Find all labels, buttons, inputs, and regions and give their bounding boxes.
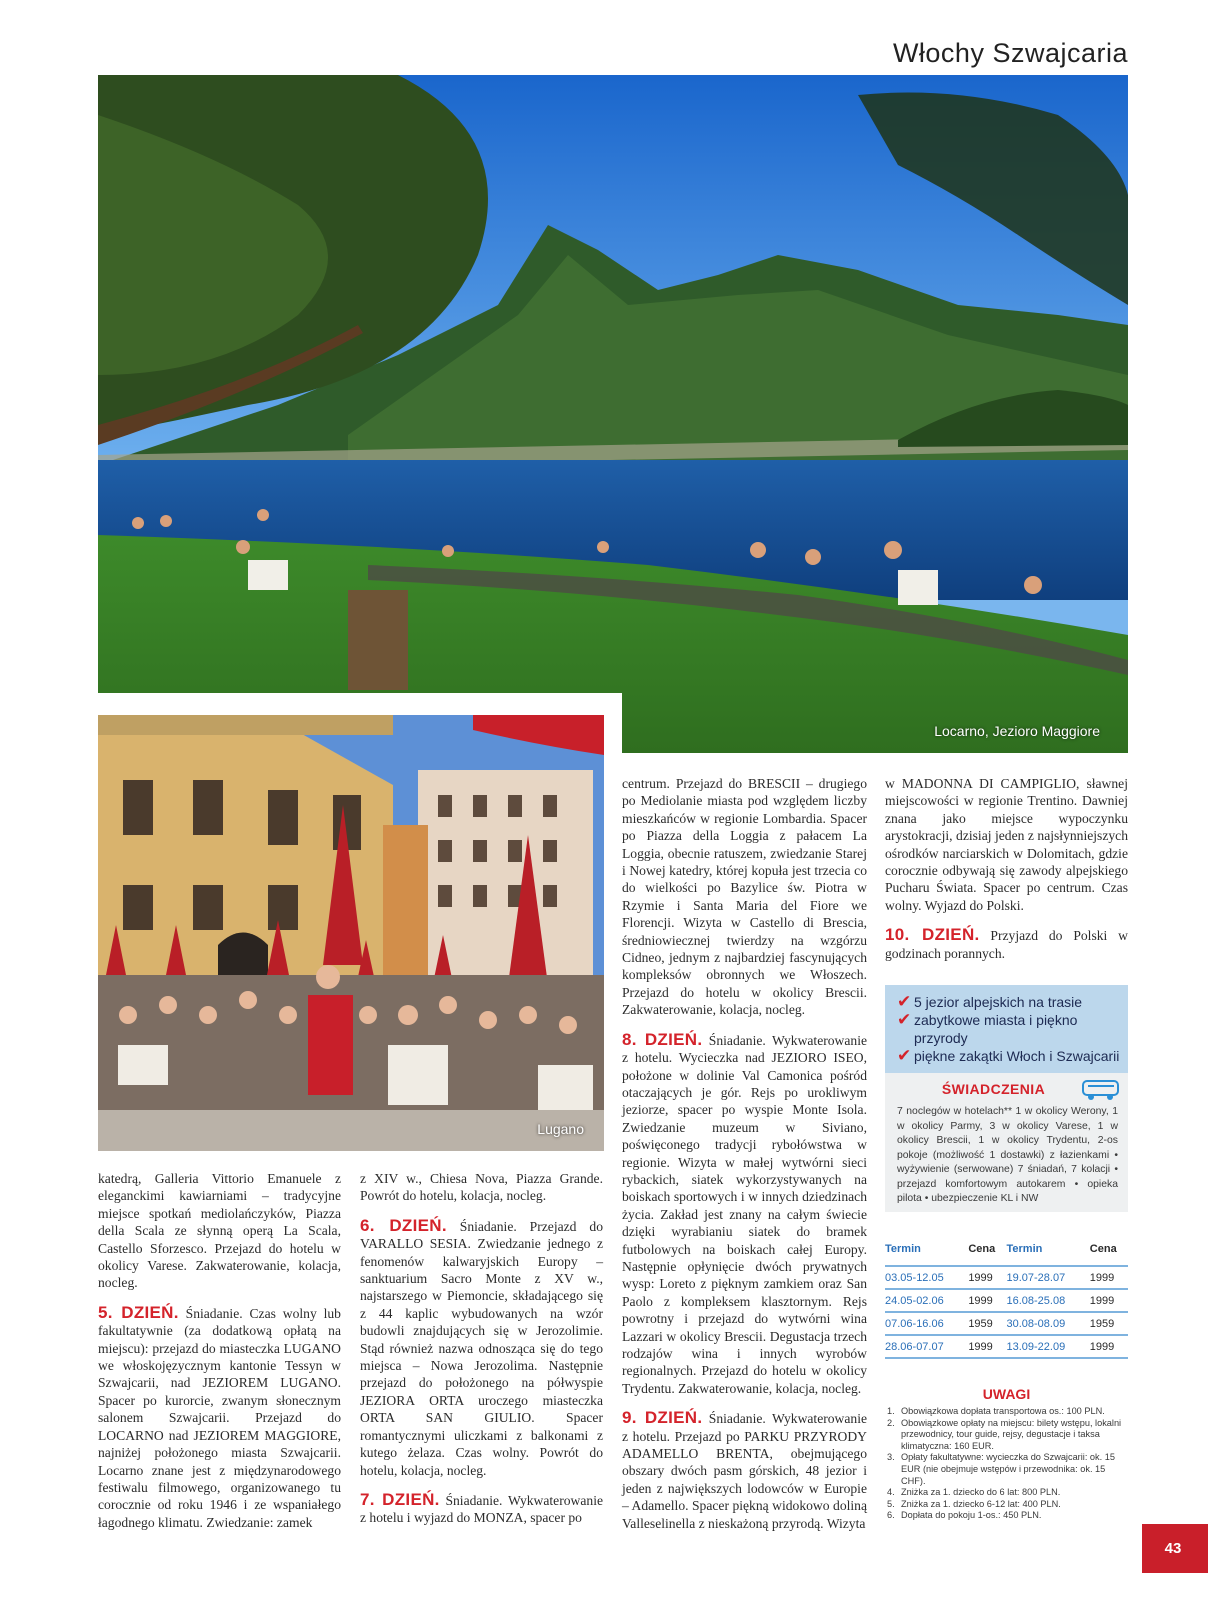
- price-cell: 1959: [1090, 1312, 1128, 1335]
- day9-continuation: w MADONNA DI CAMPIGLIO, sławnej miejscowości w regionie Trentino. Dawniej znana jako miejsce wypoczynku arystokracji, dzisiaj jeden z najsłynniejszych ośrodków narciarskich w Dolomitach, gdzie corocznie odbywają się zawody alpejskiego Pucharu Świata. Spacer po centrum. Czas wolny. Wyjazd do Polski.: [885, 776, 1128, 913]
- hero-photo-locarno: [98, 75, 1128, 753]
- included-services-box: [885, 1073, 1128, 1212]
- day5-label: 5. DZIEŃ.: [98, 1302, 179, 1322]
- price-cell: 1959: [968, 1312, 1006, 1335]
- price-cell: 1999: [968, 1289, 1006, 1312]
- day5-continuation: z XIV w., Chiesa Nova, Piazza Grande. Powrót do hotelu, kolacja, nocleg.: [360, 1171, 603, 1204]
- included-services-text: 7 noclegów w hotelach** 1 w okolicy Werony, 1 w okolicy Parmy, 3 w okolicy Varese, 1 w okolicy Brescii, 1 w okolicy Trydentu, 2-os pokoje (możliwość 1 dostawki) z łazienkami • wyżywienie (serwowane) 7 śniadań, 7 kolacji • przejazd komfortowym autokarem • opieka pilota • ubezpieczenie KL i NW: [897, 1106, 1118, 1204]
- notes-title: UWAGI: [982, 1386, 1031, 1402]
- highlight-item: [897, 1011, 1120, 1047]
- term-cell: 07.06-16.06: [885, 1312, 968, 1335]
- price-table: [885, 1243, 1128, 1359]
- table-row: [885, 1266, 1128, 1289]
- term-cell: 28.06-07.07: [885, 1335, 968, 1358]
- bus-icon: [1082, 1079, 1120, 1101]
- checkmark-icon: ✔: [897, 1046, 912, 1065]
- note-text: Zniżka za 1. dziecko 6-12 lat: 400 PLN.: [901, 1498, 1061, 1509]
- note-text: Obowiązkowe opłaty na miejscu: bilety wstępu, lokalni przewodnicy, tour guide, rejsy, degustacje i taksa klimatyczna: 160 EUR.: [901, 1417, 1122, 1451]
- price-cell: 1999: [968, 1335, 1006, 1358]
- note-item: 2. Obowiązkowe opłaty na miejscu: bilety wstępu, lokalni przewodnicy, tour guide, rejsy, degustacje i taksa klimatyczna: 160 EUR.: [887, 1418, 1128, 1453]
- day10-label: 10. DZIEŃ.: [885, 925, 980, 945]
- term-cell: 03.05-12.05: [885, 1266, 968, 1289]
- page-header-title: Włochy Szwajcaria: [892, 38, 1128, 68]
- page-number: 43: [1142, 1524, 1208, 1573]
- hero-photo-illustration: [98, 75, 1128, 753]
- price-cell: 1999: [1090, 1266, 1128, 1289]
- day9-text: Śniadanie. Wykwaterowanie z hotelu. Przejazd po PARKU PRZYRODY ADAMELLO BRENTA, obejmującego obszary dwóch pasm górskich, 48 jezior i jeden z największych lodowców w Europie – Adamello. Spacer piękną widokowo doliną Valleselinella z nieskażoną przyrodą. Wizyta: [622, 1411, 868, 1531]
- day10-text: Przyjazd do Polski w godzinach porannych.: [885, 928, 1128, 961]
- note-item: 6. Dopłata do pokoju 1-os.: 450 PLN.: [887, 1510, 1042, 1521]
- highlight-text: zabytkowe miasta i piękno przyrody: [914, 1012, 1078, 1046]
- inset-photo-illustration: [98, 715, 604, 1151]
- day7-continuation: centrum. Przejazd do BRESCII – drugiego po Mediolanie miasta pod względem liczby mieszkańców w regionie Lombardia. Spacer po Piazza della Loggia z pałacem La Loggia, obecnie ratuszem, zwiedzanie Starej i Nowej katedry, której kopuła jest trzecia co do wielkości po Bazylice św. Piotra w Rzymie i Santa Maria del Fiore we Florencji. Wizyta w Castello di Brescia, średniowiecznej twierdzy na wzgórzu Cidneo, jednym z najbardziej fascynujących kompleksów obronnych we Włoszech. Przejazd do hotelu w okolicy Brescii. Zakwaterowanie, kolacja, nocleg.: [622, 776, 867, 1018]
- day5-paragraph: [98, 1304, 341, 1531]
- text-column-3: [622, 775, 867, 1544]
- term-cell: 16.08-25.08: [1006, 1289, 1089, 1312]
- header-price: Cena: [968, 1243, 996, 1255]
- term-cell: 13.09-22.09: [1006, 1335, 1089, 1358]
- note-item: 4. Zniżka za 1. dziecko do 6 lat: 800 PLN.: [887, 1487, 1061, 1498]
- note-text: Obowiązkowa dopłata transportowa os.: 100 PLN.: [901, 1406, 1105, 1416]
- inset-frame-side: [604, 693, 622, 1153]
- highlight-text: piękne zakątki Włoch i Szwajcarii: [914, 1048, 1120, 1064]
- day8-paragraph: [622, 1031, 867, 1398]
- note-text: Opłaty fakultatywne: wycieczka do Szwajcarii: ok. 15 EUR (nie obejmuje wstępów i przewodnika: ok. 15 CHF).: [901, 1452, 1115, 1486]
- day4-continuation: katedrą, Galleria Vittorio Emanuele z eleganckimi kawiarniami – tradycyjne miejsce spotkań mediolańczyków, Piazza della Scala ze słynną operą La Scala, Castello Sforzesco. Przejazd do hotelu w okolicy Varese. Zakwaterowanie, kolacja, nocleg.: [98, 1171, 341, 1291]
- day6-text: Śniadanie. Przejazd do VARALLO SESIA. Zwiedzanie jednego z fenomenów kalwaryjskich Europy – sanktuarium Sacro Monte z XV w., najstarszego w Piemoncie, składającego się z 44 kaplic wybudowanych na wzór budowli znajdujących się w Jerozolimie. Stąd również nazwa odnosząca się do tego miejsca – Nowa Jerozolima. Następnie przejazd do położonego na półwyspie JEZIORA ORTA uroczego miasteczka ORTA SAN GIULIO. Spacer romantycznymi uliczkami z balkonami z kutego żelaza. Czas wolny. Powrót do hotelu, kolacja, nocleg.: [360, 1218, 603, 1478]
- day6-label: 6. DZIEŃ.: [360, 1215, 447, 1235]
- hero-caption: Locarno, Jezioro Maggiore: [934, 723, 1100, 739]
- day6-paragraph: [360, 1217, 603, 1479]
- inset-caption: Lugano: [537, 1121, 584, 1137]
- day7-paragraph: [360, 1491, 603, 1527]
- note-text: Zniżka za 1. dziecko do 6 lat: 800 PLN.: [901, 1487, 1061, 1498]
- table-row: [885, 1335, 1128, 1358]
- day5-text: Śniadanie. Czas wolny lub fakultatywnie (za dodatkową opłatą na miejscu): przejazd do miasteczka LUGANO we włoskojęzycznym kantonie Tessyn w Szwajcarii, nad JEZIOREM LUGANO. Spacer po kurorcie, zwanym słonecznym salonem Szwajcarii. Przejazd do LOCARNO nad JEZIOREM MAGGIORE, najniżej położonego miasta Szwajcarii. Locarno znane jest z międzynarodowego festiwalu filmowego, organizowanego tu corocznie od roku 1946 i ze wspaniałego łagodnego klimatu. Zwiedzanie: zamek: [98, 1305, 341, 1530]
- day9-label: 9. DZIEŃ.: [622, 1408, 703, 1428]
- term-cell: 30.08-08.09: [1006, 1312, 1089, 1335]
- day8-text: Śniadanie. Wykwaterowanie z hotelu. Wycieczka nad JEZIORO ISEO, położone w dolinie Val Camonica pośród otaczających je gór. Rejs po urokliwym jeziorze, spacer po wyspie Monte Isola. Zwiedzanie muzeum w Siviano, poświęconego tradycji rybołówstwa w regionie. Wizyta w małej wytwórni sieci rybackich, siatek wykorzystywanych na boiskach sportowych i w innych dziedzinach życia. Zakład jest znany na całym świecie dzięki wyrabianiu siatek do bramek futbolowych na boiskach całej Europy. Następnie opłynięcie dwóch prywatnych wysp: Loreto z pięknym zamkiem oraz San Paolo z kompleksem klasztornym. Rejs powrotny i przejazd do wytwórni wina Lazzari w okolicy Brescii. Degustacja trzech rodzajów wina i innych wyrobów regionalnych. Przejazd do hotelu w okolicy Trydentu. Zakwaterowanie, kolacja, nocleg.: [622, 1032, 868, 1396]
- note-item: 3. Opłaty fakultatywne: wycieczka do Szwajcarii: ok. 15 EUR (nie obejmuje wstępów i przewodnika: ok. 15 CHF).: [887, 1452, 1128, 1487]
- header-term: Termin: [1006, 1243, 1043, 1255]
- price-cell: 1999: [1090, 1335, 1128, 1358]
- text-column-1: [98, 1170, 341, 1543]
- notes-list: [887, 1406, 1128, 1522]
- text-column-2: [360, 1170, 603, 1539]
- highlights-box: [885, 985, 1128, 1073]
- price-cell: 1999: [968, 1266, 1006, 1289]
- header-price: Cena: [1089, 1243, 1117, 1255]
- table-row: [885, 1289, 1128, 1312]
- day10-paragraph: [885, 926, 1128, 962]
- inset-photo-lugano: [98, 715, 604, 1151]
- term-cell: 24.05-02.06: [885, 1289, 968, 1312]
- included-services-title: ŚWIADCZENIA: [941, 1081, 1046, 1097]
- price-cell: 1999: [1090, 1289, 1128, 1312]
- day9-paragraph: [622, 1409, 867, 1532]
- note-text: Dopłata do pokoju 1-os.: 450 PLN.: [901, 1510, 1042, 1521]
- checkmark-icon: ✔: [897, 1010, 912, 1029]
- header-term: Termin: [885, 1243, 921, 1255]
- highlight-text: 5 jezior alpejskich na trasie: [914, 994, 1083, 1010]
- highlight-item: [897, 993, 1120, 1011]
- text-column-4: [885, 775, 1128, 974]
- checkmark-icon: ✔: [897, 992, 912, 1011]
- day8-label: 8. DZIEŃ.: [622, 1029, 703, 1049]
- table-row: [885, 1312, 1128, 1335]
- highlight-item: [897, 1047, 1120, 1065]
- inset-frame-top: [98, 693, 622, 715]
- term-cell: 19.07-28.07: [1006, 1266, 1089, 1289]
- note-item: 5. Zniżka za 1. dziecko 6-12 lat: 400 PLN.: [887, 1498, 1061, 1509]
- day7-label: 7. DZIEŃ.: [360, 1489, 440, 1509]
- day7-text: Śniadanie. Wykwaterowanie z hotelu i wyjazd do MONZA, spacer po: [360, 1492, 604, 1526]
- price-table-header: [885, 1243, 1128, 1266]
- note-item: 1. Obowiązkowa dopłata transportowa os.: 100 PLN.: [887, 1406, 1105, 1416]
